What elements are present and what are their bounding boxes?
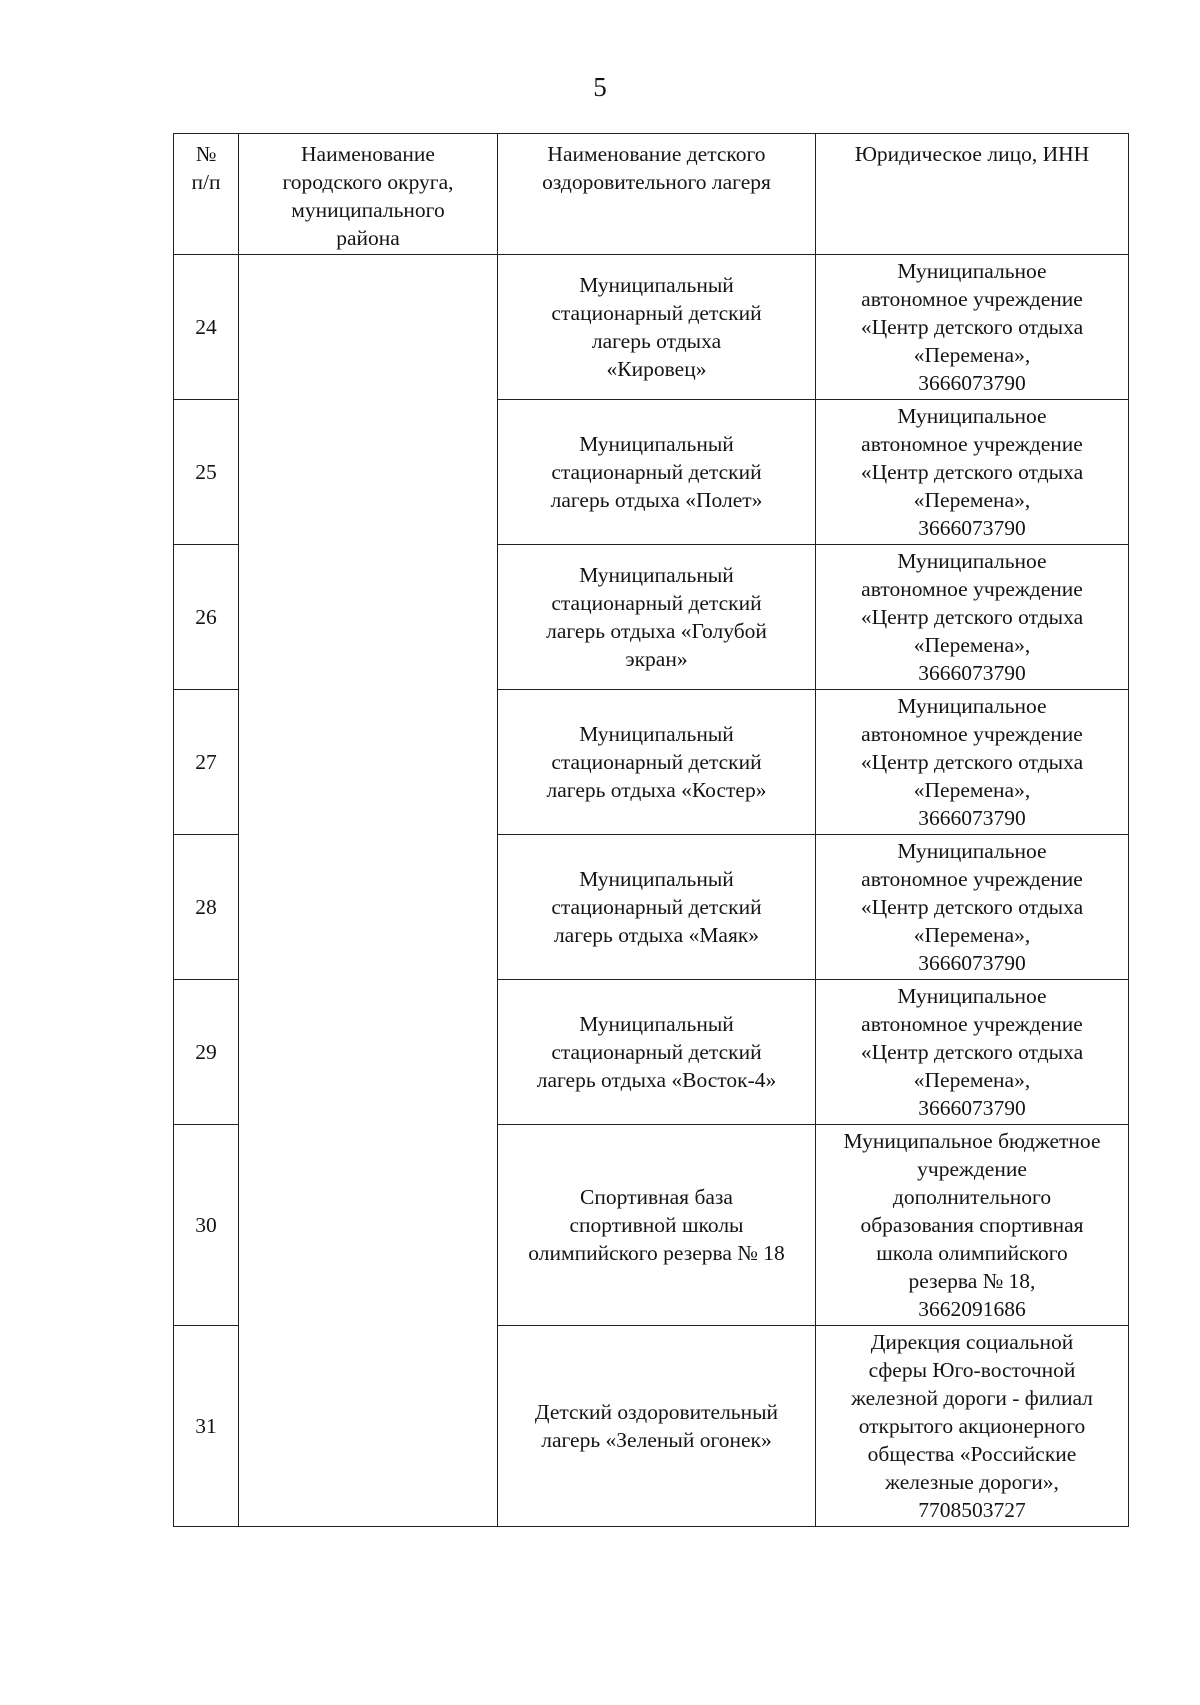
row-number: 25 xyxy=(174,400,239,545)
camp-name: Муниципальный стационарный детский лагерь отдыха «Кировец» xyxy=(498,255,816,400)
camp-name: Детский оздоровительный лагерь «Зеленый огонек» xyxy=(498,1326,816,1527)
page-number: 5 xyxy=(593,72,607,102)
camps-table xyxy=(173,133,1129,1527)
camp-name: Муниципальный стационарный детский лагерь отдыха «Костер» xyxy=(498,690,816,835)
row-number: 27 xyxy=(174,690,239,835)
legal-entity: Муниципальное автономное учреждение «Центр детского отдыха «Перемена», 3666073790 xyxy=(816,980,1129,1125)
row-number: 29 xyxy=(174,980,239,1125)
row-number: 28 xyxy=(174,835,239,980)
legal-entity: Муниципальное автономное учреждение «Центр детского отдыха «Перемена», 3666073790 xyxy=(816,255,1129,400)
row-number: 30 xyxy=(174,1125,239,1326)
legal-entity: Муниципальное автономное учреждение «Центр детского отдыха «Перемена», 3666073790 xyxy=(816,545,1129,690)
legal-entity: Муниципальное автономное учреждение «Центр детского отдыха «Перемена», 3666073790 xyxy=(816,400,1129,545)
camp-name: Муниципальный стационарный детский лагерь отдыха «Полет» xyxy=(498,400,816,545)
legal-entity: Муниципальное автономное учреждение «Центр детского отдыха «Перемена», 3666073790 xyxy=(816,835,1129,980)
row-number: 31 xyxy=(174,1326,239,1527)
row-number: 24 xyxy=(174,255,239,400)
header-number: № п/п xyxy=(174,134,239,255)
header-district: Наименование городского округа, муниципального района xyxy=(239,134,498,255)
legal-entity: Муниципальное автономное учреждение «Центр детского отдыха «Перемена», 3666073790 xyxy=(816,690,1129,835)
table-header-row xyxy=(174,134,1129,255)
camp-name: Муниципальный стационарный детский лагерь отдыха «Голубой экран» xyxy=(498,545,816,690)
district-cell xyxy=(239,255,498,1527)
row-number: 26 xyxy=(174,545,239,690)
legal-entity: Дирекция социальной сферы Юго-восточной железной дороги - филиал открытого акционерного общества «Российские железные дороги», 7708503727 xyxy=(816,1326,1129,1527)
table-row xyxy=(174,255,1129,400)
camp-name: Спортивная база спортивной школы олимпийского резерва № 18 xyxy=(498,1125,816,1326)
camp-name: Муниципальный стационарный детский лагерь отдыха «Маяк» xyxy=(498,835,816,980)
camp-name: Муниципальный стационарный детский лагерь отдыха «Восток-4» xyxy=(498,980,816,1125)
header-camp: Наименование детского оздоровительного лагеря xyxy=(498,134,816,255)
legal-entity: Муниципальное бюджетное учреждение дополнительного образования спортивная школа олимпийского резерва № 18, 3662091686 xyxy=(816,1125,1129,1326)
header-entity: Юридическое лицо, ИНН xyxy=(816,134,1129,255)
